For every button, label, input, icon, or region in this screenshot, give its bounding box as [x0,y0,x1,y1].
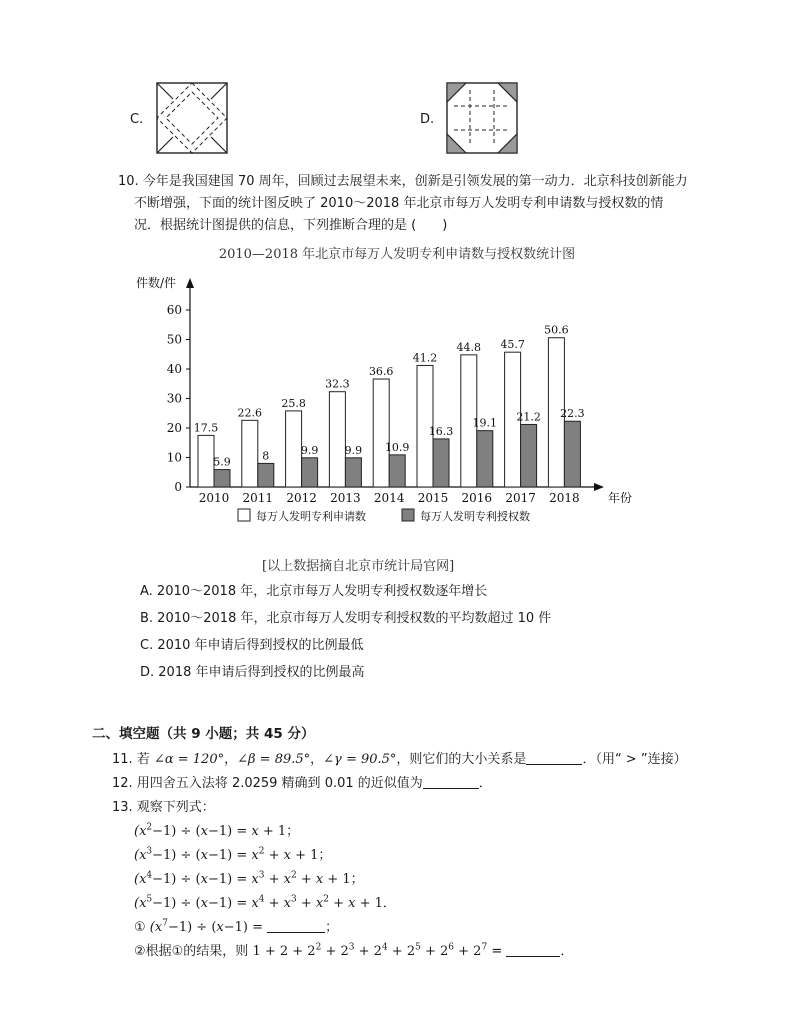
x-tick-label: 2015 [417,491,449,505]
bar-value-label: 41.2 [412,351,438,365]
x-tick-label: 2011 [242,491,274,505]
bar-grants [302,458,318,487]
q11-middle: ，则它们的大小关系是 [396,752,527,767]
bar-value-label: 44.8 [456,340,482,354]
bar-value-label: 25.8 [281,396,306,410]
q10-option-a: A. 2010～2018 年，北京市每万人发明专利授权数逐年增长 [140,584,488,599]
chart-title: 2010—2018 年北京市每万人发明专利申请数与授权数统计图 [218,247,576,262]
bar-value-label: 21.2 [516,410,541,424]
x-tick-label: 2010 [198,491,230,505]
q13-eq1: $(x^2-1) \div (x-1) = x + 1$； [134,822,300,839]
q10-option-d: D. 2018 年申请后得到授权的比例最高 [140,665,365,680]
y-tick-label: 50 [166,332,182,347]
bar-grants [477,431,493,487]
q13-eq3: $(x^4-1) \div (x-1) = x^3 + x^2 + x + 1$； [134,870,364,887]
option-d-figure [446,82,518,154]
q11-alpha: ∠α = 120° [153,752,225,767]
q10-source-note: [以上数据摘自北京市统计局官网] [262,559,455,574]
x-tick-label: 2017 [505,491,536,505]
bar-value-label: 10.9 [384,440,410,454]
q13-eq2: $(x^3-1) \div (x-1) = x^2 + x + 1$； [134,846,332,863]
q12-text: 12. 用四舍五入法将 2.0259 精确到 0.01 的近似值为 [112,776,423,791]
q10-option-b: B. 2010～2018 年，北京市每万人发明专利授权数的平均数超过 10 件 [140,611,552,626]
bar-grants [389,455,405,487]
bar-value-label: 17.5 [193,421,219,435]
bar-value-label: 45.7 [500,338,525,352]
bar-value-label: 22.3 [560,407,585,421]
legend-label-grants: 每万人发明专利授权数 [420,510,530,523]
q13-sub2-prefix: ②根据①的结果，则 [134,944,253,959]
bar-grants [258,463,274,487]
bar-applications [286,411,302,487]
q11-prefix: 11. 若 [112,752,154,767]
x-axis-arrow [594,483,604,491]
q13-sub1: ① $(x^7-1) \div (x-1)$ = ； [134,918,339,935]
x-tick-label: 2016 [461,491,493,505]
bar-value-label: 50.6 [544,323,569,337]
q11-suffix: ．（用“ > ”连接） [582,752,687,767]
y-axis-arrow [186,278,194,288]
bar-value-label: 9.9 [300,443,319,457]
bar-grants [214,470,230,487]
x-tick-label: 2012 [286,491,317,505]
y-tick-label: 0 [174,480,182,494]
bar-value-label: 9.9 [344,443,363,457]
q13-eq4: $(x^5-1) \div (x-1) = x^4 + x^3 + x^2 + x + 1$． [134,894,396,911]
bar-value-label: 36.6 [368,365,394,379]
bar-grants [345,458,361,487]
q10-line1: 10. 今年是我国建国 70 周年，回顾过去展望未来，创新是引领发展的第一动力．北京科技创新能力 [118,174,688,189]
x-tick-label: 2018 [549,491,580,505]
bar-applications [329,392,345,487]
legend-label-applications: 每万人发明专利申请数 [256,510,366,523]
q10-option-c: C. 2010 年申请后得到授权的比例最低 [140,638,364,653]
q11-beta: ∠β = 89.5° [237,752,311,767]
q13-intro: 13. 观察下列式： [112,800,215,815]
legend-swatch-grants [402,509,414,521]
q10-line3: 况．根据统计图提供的信息，下列推断合理的是 ( ) [134,218,448,233]
chart-x-axis-label: 年份 [608,491,633,505]
bar-value-label: 19.1 [472,416,498,430]
bar-value-label: 22.6 [237,406,263,420]
x-tick-label: 2013 [330,491,361,505]
x-tick-label: 2014 [373,491,405,505]
bar-applications [198,435,214,487]
q13-sub2-eq: = [487,944,507,959]
option-d-label: D. [420,112,435,127]
q12-answer-blank[interactable] [423,774,479,789]
bar-applications [242,420,258,487]
patent-bar-chart [0,240,794,540]
chart-bars [194,324,585,505]
bar-applications [373,379,389,487]
q13-sub1-blank[interactable] [267,918,325,933]
q13-sub2: ②根据①的结果，则 $1 + 2 + 2^2 + 2^3 + 2^4 + 2^5 + 2^6 + 2^7$ = ． [134,942,574,959]
y-tick-label: 60 [166,303,182,317]
q13-sub1-prefix: ① [134,920,146,935]
chart-legend [238,509,530,523]
q13-sub2-blank[interactable] [506,942,560,957]
q11-answer-blank[interactable] [526,750,582,765]
bar-grants [433,439,449,487]
y-tick-label: 40 [166,362,182,376]
bar-grants [521,424,537,487]
option-c-figure [156,82,228,154]
legend-swatch-applications [238,509,250,521]
q10-line2: 不断增强，下面的统计图反映了 2010～2018 年北京市每万人发明专利申请数与授权数的情 [134,196,664,211]
q11-gamma: ∠γ = 90.5° [323,752,397,767]
bar-value-label: 16.3 [428,424,454,438]
section-title: 二、填空题（共 9 小题；共 45 分） [92,726,315,742]
q12-suffix: ． [478,776,492,791]
y-tick-label: 30 [166,391,182,406]
y-tick-label: 10 [166,450,182,465]
bar-value-label: 8 [262,449,270,463]
bar-value-label: 5.9 [213,455,231,469]
bar-grants [564,421,580,487]
q11: 11. 若 ∠α = 120°，∠β = 89.5°，∠γ = 90.5°，则它们的大小关系是 ．（用“ > ”连接） [112,752,687,767]
chart-y-axis-label: 件数/件 [136,276,177,290]
q12 [112,774,492,794]
bar-value-label: 32.3 [325,377,350,391]
y-tick-label: 20 [166,421,182,435]
option-c-label: C. [130,112,144,127]
